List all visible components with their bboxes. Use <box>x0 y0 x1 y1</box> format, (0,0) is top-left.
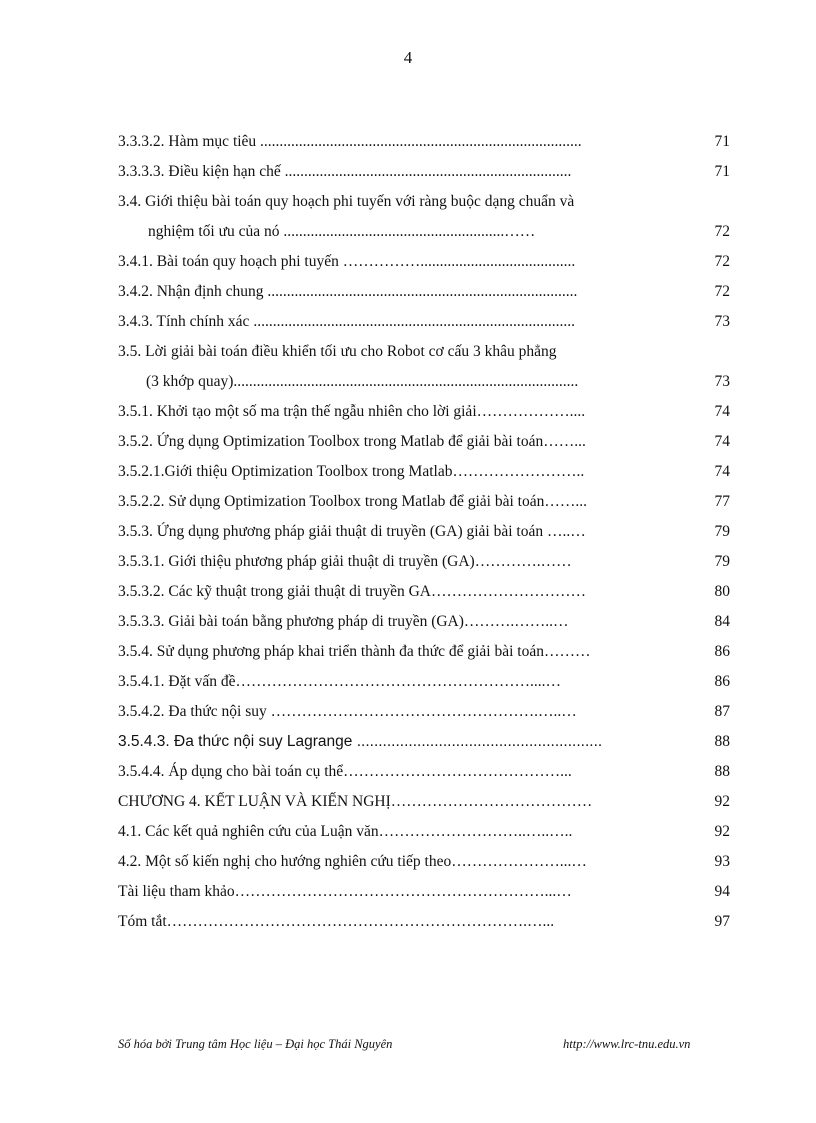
toc-entry-title: 3.5.3. Ứng dụng phương pháp giải thuật di truyền (GA) giải bài toán …..… <box>118 523 586 540</box>
toc-entry-title: 3.5.3.2. Các kỹ thuật trong giải thuật di truyền GA………………………… <box>118 583 586 600</box>
toc-entry-title: 3.5.2.1.Giới thiệu Optimization Toolbox trong Matlab…………………….. <box>118 463 585 480</box>
toc-entry-page: 87 <box>714 703 730 720</box>
toc-row <box>0 127 816 157</box>
toc-entry-title: 3.5.2.2. Sử dụng Optimization Toolbox trong Matlab để giải bài toán……... <box>118 493 587 510</box>
toc-entry-page: 79 <box>714 523 730 540</box>
toc-row <box>0 547 816 577</box>
toc-entry-title: 3.5.4.1. Đặt vấn đề…………………………………………………....… <box>118 673 562 690</box>
toc-entry-page: 74 <box>714 403 730 420</box>
toc-entry-page: 73 <box>714 313 730 330</box>
toc-row <box>0 397 816 427</box>
toc-row <box>0 247 816 277</box>
toc-entry-title: Tóm tắt…………………………………………………………….…... <box>118 913 555 930</box>
toc-row <box>0 787 816 817</box>
toc-entry-title: 3.5. Lời giải bài toán điều khiển tối ưu cho Robot cơ cấu 3 khâu phẳng <box>118 343 557 360</box>
toc-entry-page: 72 <box>714 283 730 300</box>
toc-entry-title: 3.4.3. Tính chính xác ................................................................................... <box>118 313 575 330</box>
toc-entry-page: 74 <box>714 463 730 480</box>
toc-row <box>0 517 816 547</box>
toc-entry-page: 88 <box>714 763 730 780</box>
toc-entry-page: 73 <box>714 373 730 390</box>
toc-row <box>0 847 816 877</box>
toc-entry-page: 93 <box>714 853 730 870</box>
toc-entry-page: 86 <box>714 643 730 660</box>
toc-entry-page: 92 <box>714 793 730 810</box>
toc-entry-title: 3.5.4. Sử dụng phương pháp khai triển thành đa thức để giải bài toán……… <box>118 643 591 660</box>
toc-row <box>0 307 816 337</box>
toc-row <box>0 727 816 757</box>
footer-digitized-by: Số hóa bởi Trung tâm Học liệu – Đại học Thái Nguyên <box>118 1037 393 1051</box>
toc-entry-title: 3.4.1. Bài toán quy hoạch phi tuyến ……………........................................ <box>118 253 576 270</box>
toc-entry-title: 3.5.4.2. Đa thức nội suy …………………………………………….…..… <box>118 703 577 720</box>
toc-entry-page: 97 <box>714 913 730 930</box>
toc-entry-title: 3.4. Giới thiệu bài toán quy hoạch phi tuyến với ràng buộc dạng chuẩn và <box>118 193 575 210</box>
toc-row <box>0 337 816 367</box>
toc-entry-page: 88 <box>714 733 730 750</box>
toc-entry-title: 3.5.2. Ứng dụng Optimization Toolbox trong Matlab để giải bài toán……... <box>118 433 586 450</box>
toc-entry-page: 79 <box>714 553 730 570</box>
toc-entry-page: 92 <box>714 823 730 840</box>
toc-row <box>0 217 816 247</box>
toc-row <box>0 427 816 457</box>
toc-entry-title: 4.1. Các kết quả nghiên cứu của Luận văn………………………..…..….. <box>118 823 573 840</box>
toc-row <box>0 667 816 697</box>
toc-entry-title: CHƯƠNG 4. KẾT LUẬN VÀ KIẾN NGHỊ………………………………… <box>118 793 593 810</box>
page-number: 4 <box>403 48 413 67</box>
toc-row <box>0 697 816 727</box>
toc-entry-title: 3.5.4.4. Áp dụng cho bài toán cụ thể……………………………………... <box>118 763 572 780</box>
toc-entry-title: nghiệm tối ưu của nó .........................................................…… <box>148 223 536 240</box>
toc-entry-title: 3.3.3.3. Điều kiện hạn chế .......................................................................... <box>118 163 572 180</box>
table-of-contents <box>0 127 816 937</box>
toc-entry-page: 94 <box>714 883 730 900</box>
toc-entry-title: 3.5.3.1. Giới thiệu phương pháp giải thuật di truyền (GA)………….…… <box>118 553 572 570</box>
toc-row <box>0 817 816 847</box>
toc-row <box>0 637 816 667</box>
toc-entry-title: Tài liệu tham khảo……………………………………………………...… <box>118 883 572 900</box>
toc-entry-page: 72 <box>714 253 730 270</box>
toc-entry-page: 80 <box>714 583 730 600</box>
toc-row <box>0 607 816 637</box>
toc-row <box>0 877 816 907</box>
toc-row <box>0 457 816 487</box>
toc-entry-title: (3 khớp quay)......................................................................................... <box>146 373 579 390</box>
toc-row <box>0 757 816 787</box>
toc-entry-title: 3.5.4.3. Đa thức nội suy Lagrange ......................................................... <box>118 733 603 750</box>
toc-row <box>0 277 816 307</box>
toc-row <box>0 907 816 937</box>
toc-row <box>0 187 816 217</box>
toc-entry-title: 3.4.2. Nhận định chung ................................................................................ <box>118 283 578 300</box>
toc-row <box>0 367 816 397</box>
toc-row <box>0 577 816 607</box>
toc-entry-page: 72 <box>714 223 730 240</box>
toc-entry-title: 3.3.3.2. Hàm mục tiêu ................................................................................... <box>118 133 582 150</box>
toc-entry-title: 3.5.1. Khởi tạo một số ma trận thế ngẫu nhiên cho lời giải……………….... <box>118 403 586 420</box>
toc-entry-page: 71 <box>714 133 730 150</box>
toc-entry-page: 71 <box>714 163 730 180</box>
toc-entry-page: 77 <box>714 493 730 510</box>
toc-entry-page: 86 <box>714 673 730 690</box>
toc-row <box>0 487 816 517</box>
toc-entry-page: 84 <box>714 613 730 630</box>
toc-entry-title: 3.5.3.3. Giải bài toán bằng phương pháp di truyền (GA)……….……..… <box>118 613 569 630</box>
toc-row <box>0 157 816 187</box>
toc-entry-page: 74 <box>714 433 730 450</box>
footer-url: http://www.lrc-tnu.edu.vn <box>563 1037 691 1051</box>
toc-entry-title: 4.2. Một số kiến nghị cho hướng nghiên cứu tiếp theo…………………...… <box>118 853 587 870</box>
